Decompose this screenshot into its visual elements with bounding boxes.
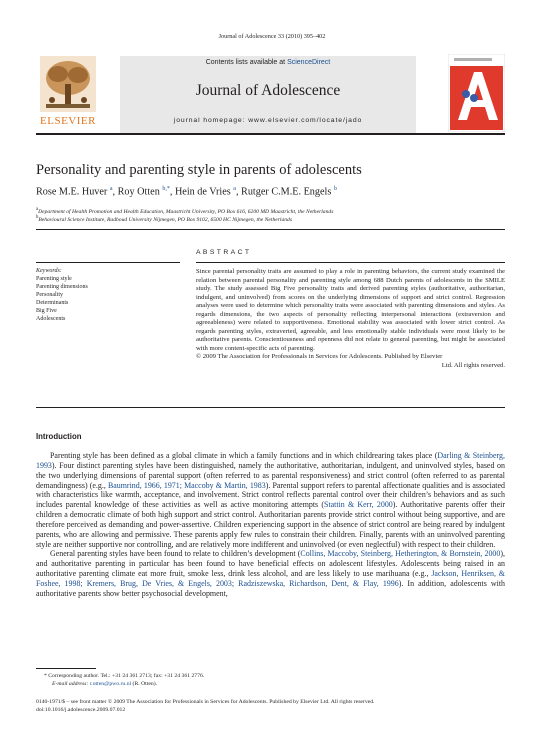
keyword-item: Adolescents	[36, 316, 66, 322]
email-label: E-mail address:	[52, 681, 89, 687]
author-name: Rose M.E. Huver	[36, 186, 108, 198]
keyword-item: Determinants	[36, 300, 69, 306]
abstract-heading: ABSTRACT	[196, 249, 252, 256]
author-name: Rutger C.M.E. Engels	[241, 186, 332, 198]
header-rule	[36, 229, 505, 230]
front-matter-line: 0140-1971/$ – see front matter © 2009 The Association for Professionals in Services for Adolescents. Published by Elsevier Ltd. All rights reserved.	[36, 699, 375, 705]
affiliation-text: Behavioural Science Institute, Radboud University Nijmegen, PO Box 9102, 6500 HC Nijmegen, the Netherlands	[38, 216, 293, 223]
abstract-bottom-rule	[36, 407, 505, 408]
paragraph-text: ), and authoritative parenting in particular has been found to have beneficial effects on adolescent lifestyles. Adolescents being raised in an authoritative parenting climate eat more fruit, smoke less, drink less alcohol, and are less likely to use marihuana (e.g.,	[36, 549, 505, 579]
author-list: Rose M.E. Huver $^a$, Roy Otten $^{b,*}$, Hein de Vries $^a$, Rutger C.M.E. Engels $^b$	[36, 186, 337, 198]
citation-link[interactable]: Jackson, Henriksen, & Foshee, 1998; Kremers, Brug, De Vries, & Engels, 2003; Radziszewska, Richardson, Dent, & Flay, 1996	[36, 569, 505, 588]
paragraph-text: ). Four distinct parenting styles have been distinguished, namely the authoritative, authoritarian, indulgent, and uninvolved styles, based on the two underlying dimensions of parental support (often referred to as parental responsiveness) and strict control (often referred to as parental demandingness) (e.g.,	[36, 460, 505, 490]
footnote-marker: *	[44, 673, 47, 679]
contents-prefix: Contents lists available at	[205, 59, 288, 66]
affiliation-text: Department of Health Promotion and Health Education, Maastricht University, PO Box 616, 6200 MD Maastricht, the Netherlands	[38, 208, 334, 215]
paragraph-text: Parenting style has been defined as a global climate in which a family functions and in which childrearing takes place (	[50, 451, 438, 460]
citation-link[interactable]: Baumrind, 1966, 1971; Maccoby & Martin, 1983	[107, 480, 266, 490]
introduction-body	[36, 451, 505, 599]
author-affiliation-marker[interactable]: b,*	[162, 186, 170, 192]
paragraph	[36, 549, 505, 598]
abstract-text: Since parental personality traits are assumed to play a role in parenting behaviors, the current study examined the relation between parental personality and parenting style among 688 Dutch parents of adolescents in the SMILE study. The study assessed Big Five personality traits and derived parenting styles (authoritative, authoritarian, indulgent, and uninvolved) from scores on the underlying dimensions of support and strict control. Regression analyses were used to determine which personality traits were associated with parenting dimensions and styles. As regards dimensions, the two aspects of personality reflecting interpersonal interactions (extraversion and agreeableness) were related to supportiveness. Emotional stability was associated with lower strict control. As regards parenting styles, extraverted, agreeable, and less emotionally stable individuals were most likely to be authoritative parents. Conscientiousness and openness did not relate to general parenting, but might be associated with more content-specific acts of parenting.	[196, 268, 505, 352]
masthead-rule	[36, 133, 505, 135]
section-heading-introduction: Introduction	[36, 432, 82, 441]
paragraph-text: General parenting styles have been found to relate to children’s development (	[50, 549, 301, 559]
affiliation	[36, 215, 292, 223]
affiliation	[36, 207, 333, 215]
running-head: Journal of Adolescence 33 (2010) 395–402	[218, 33, 326, 40]
author-affiliation-marker[interactable]: a	[109, 186, 113, 192]
footnote-rule	[36, 668, 96, 669]
affiliation-marker: a	[36, 207, 39, 212]
email-suffix: (R. Otten).	[132, 681, 158, 687]
publisher-logo-text: ELSEVIER	[40, 115, 96, 127]
keyword-item: Parenting dimensions	[36, 284, 88, 290]
keywords-heading: Keywords:	[36, 268, 62, 274]
sciencedirect-link[interactable]: ScienceDirect	[287, 59, 331, 66]
keyword-item: Big Five	[36, 308, 57, 314]
citation-link[interactable]: Stattin & Kerr, 2000	[324, 500, 393, 510]
homepage-prefix: journal homepage:	[173, 117, 249, 124]
author-affiliation-marker[interactable]: a	[233, 186, 236, 192]
article-title: Personality and parenting style in parents of adolescents	[36, 162, 362, 178]
contents-line	[120, 59, 416, 66]
paragraph-text: ). Authoritative parents offer their children a democratic climate of both high support and strict control. Authoritarian parents provide strict control without being supportive, and are therefore perceived as demanding and power-assertive. Children experiencing support in the absence of strict control are being reared by indulgent parents, who are allowing and permissive. These parents apply few rules to constrain their children. Finally, parents with an uninvolved parenting style are neither supportive nor controlling, and are relatively more indifferent and uninvolved (or even neglectful) with respect to their children.	[36, 500, 506, 549]
doi-line[interactable]: doi:10.1016/j.adolescence.2009.07.012	[36, 707, 126, 713]
affiliation-marker: b	[36, 215, 39, 220]
abstract-copyright: © 2009 The Association for Professionals in Services for Adolescents. Published by Elsevier	[196, 353, 443, 361]
citation-link[interactable]: Collins, Maccoby, Steinberg, Hetherington, & Bornstein, 2000	[300, 549, 501, 559]
paragraph	[36, 451, 505, 549]
footnote-text: Corresponding author. Tel.: +31 24 361 2713; fax: +31 24 361 2776.	[48, 673, 205, 679]
footnote-email	[52, 681, 157, 687]
journal-cover-icon	[448, 54, 505, 132]
author-name: Hein de Vries	[174, 186, 231, 198]
journal-homepage	[120, 117, 416, 124]
paragraph-text: ). Parental support refers to parental affectionate qualities and is associated with characteristics like warmth, acceptance, and involvement. Strict control reflects parental control over their children’s behaviors and as such includes parental knowledge of these activities as well as active monitoring attempts (	[36, 480, 506, 510]
homepage-link[interactable]: www.elsevier.com/locate/jado	[248, 117, 363, 124]
author-name: Roy Otten	[117, 186, 160, 198]
keyword-item: Personality	[36, 292, 63, 298]
abstract-rights: Ltd. All rights reserved.	[441, 362, 505, 370]
keyword-item: Parenting style	[36, 276, 72, 282]
abstract-body	[196, 268, 505, 371]
email-link[interactable]: r.otten@pwo.ru.nl	[89, 681, 132, 687]
journal-title: Journal of Adolescence	[195, 82, 341, 99]
abstract-rule	[196, 262, 505, 263]
keywords-rule	[36, 262, 180, 263]
author-affiliation-marker[interactable]: b	[333, 186, 337, 192]
paragraph-text: ). In addition, adolescents with authoritative parents show better psychosocial development,	[36, 578, 505, 598]
citation-link[interactable]: Darling & Steinberg, 1993	[36, 451, 505, 470]
footnote-corresponding	[44, 673, 204, 679]
